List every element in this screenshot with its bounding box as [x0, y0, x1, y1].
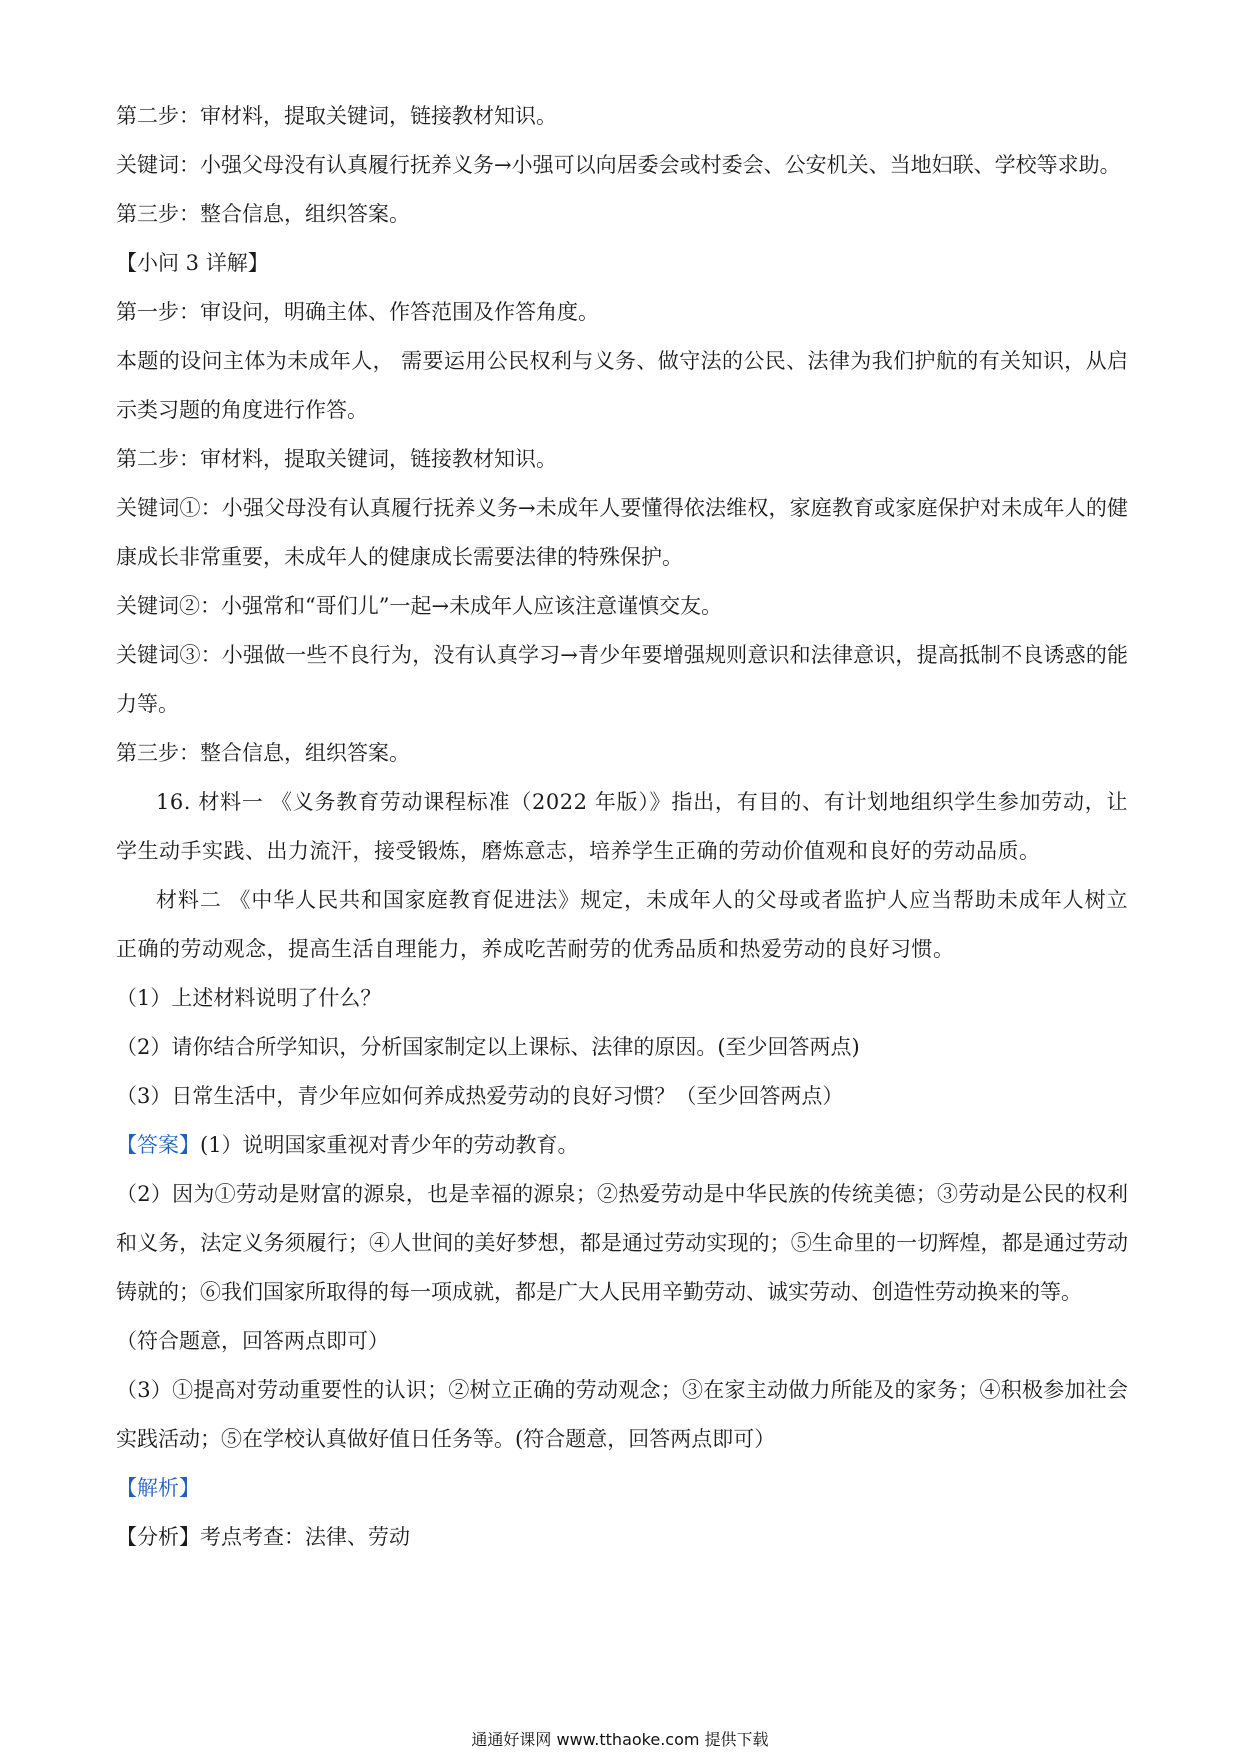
analysis-label: 【解析】	[116, 1476, 200, 1500]
step-two-heading-2: 第二步：审材料，提取关键词，链接教材知识。	[116, 447, 557, 471]
answer-label: 【答案】	[116, 1133, 200, 1157]
keyword-3-paragraph: 关键词③：小强做一些不良行为，没有认真学习→青少年要增强规则意识和法律意识，提高抵制不良诱惑的能力等。	[116, 643, 1128, 716]
question-16-part-3: （3）日常生活中，青少年应如何养成热爱劳动的良好习惯？（至少回答两点）	[116, 1084, 844, 1108]
answer-1-text: (1）说明国家重视对青少年的劳动教育。	[200, 1133, 579, 1157]
question-16-part-2: （2）请你结合所学知识，分析国家制定以上课标、法律的原因。(至少回答两点)	[116, 1035, 860, 1059]
question-16-part-1: （1）上述材料说明了什么？	[116, 986, 382, 1010]
step-three-heading: 第三步：整合信息，组织答案。	[116, 202, 410, 226]
analysis-text: 【分析】考点考查：法律、劳动	[116, 1525, 410, 1549]
step-one-heading: 第一步：审设问，明确主体、作答范围及作答角度。	[116, 300, 599, 324]
question-16-material-1: 16. 材料一 《义务教育劳动课程标准（2022 年版）》指出，有目的、有计划地组织学生参加劳动，让学生动手实践、出力流汗，接受锻炼，磨炼意志，培养学生正确的劳动价值观和良好的劳动品质。	[116, 790, 1128, 863]
question-16-material-2: 材料二 《中华人民共和国家庭教育促进法》规定，未成年人的父母或者监护人应当帮助未成年人树立正确的劳动观念，提高生活自理能力，养成吃苦耐劳的优秀品质和热爱劳动的良好习惯。	[116, 888, 1128, 961]
step-two-heading: 第二步：审材料，提取关键词，链接教材知识。	[116, 104, 557, 128]
answer-line-1	[116, 1121, 1128, 1170]
keyword-2-paragraph: 关键词②：小强常和“哥们儿”一起→未成年人应该注意谨慎交友。	[116, 594, 723, 618]
step-three-heading-2: 第三步：整合信息，组织答案。	[116, 741, 410, 765]
keyword-1-paragraph: 关键词①：小强父母没有认真履行抚养义务→未成年人要懂得依法维权，家庭教育或家庭保护对未成年人的健康成长非常重要，未成年人的健康成长需要法律的特殊保护。	[116, 496, 1128, 569]
keyword-paragraph: 关键词：小强父母没有认真履行抚养义务→小强可以向居委会或村委会、公安机关、当地妇联、学校等求助。	[116, 153, 1121, 177]
page-footer: 通通好课网 www.tthaoke.com 提供下载	[471, 1730, 769, 1749]
sub-question-3-heading: 【小问 3 详解】	[116, 251, 269, 275]
answer-2-note: （符合题意，回答两点即可）	[116, 1329, 389, 1353]
document-body	[116, 92, 1128, 1562]
answer-2-paragraph: （2）因为①劳动是财富的源泉，也是幸福的源泉；②热爱劳动是中华民族的传统美德；③劳动是公民的权利和义务，法定义务须履行；④人世间的美好梦想，都是通过劳动实现的；⑤生命里的一切辉煌，都是通过劳动铸就的；⑥我们国家所取得的每一项成就，都是广大人民用辛勤劳动、诚实劳动、创造性劳动换来的等。	[116, 1182, 1128, 1304]
answer-3-paragraph: （3）①提高对劳动重要性的认识；②树立正确的劳动观念；③在家主动做力所能及的家务；④积极参加社会实践活动；⑤在学校认真做好值日任务等。(符合题意，回答两点即可）	[116, 1378, 1128, 1451]
subject-paragraph: 本题的设问主体为未成年人， 需要运用公民权利与义务、做守法的公民、法律为我们护航的有关知识，从启示类习题的角度进行作答。	[116, 349, 1128, 422]
